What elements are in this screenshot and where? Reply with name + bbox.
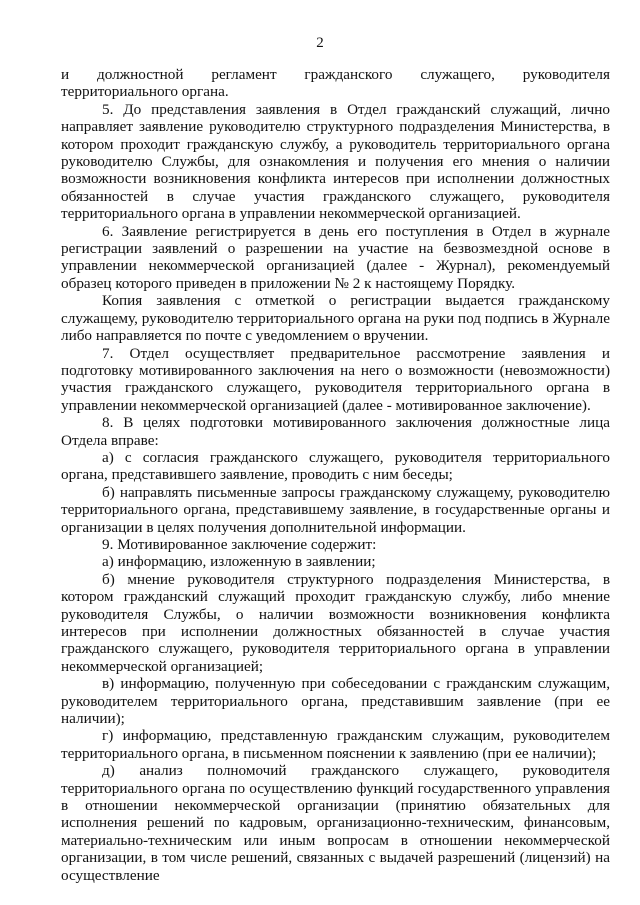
- paragraph-item-9g: г) информацию, представленную гражданским служащим, руководителем территориального органа, в письменном пояснении к заявлению (при ее наличии);: [61, 727, 610, 762]
- page-number: 2: [316, 35, 324, 51]
- paragraph-item-8: 8. В целях подготовки мотивированного заключения должностные лица Отдела вправе:: [61, 414, 610, 449]
- paragraph-item-9a: а) информацию, изложенную в заявлении;: [102, 553, 376, 571]
- paragraph-item-9: 9. Мотивированное заключение содержит:: [102, 535, 377, 553]
- paragraph-item-9b: б) мнение руководителя структурного подразделения Министерства, в котором гражданский служащий проходит гражданскую службу, либо мнение руководителя Службы, о наличии возможности возникновения конфликта интересов при исполнении должностных обязанностей в случае участия гражданского служащего, руководителя территориального органа в управлении некоммерческой организацией;: [61, 570, 610, 675]
- paragraph-item-6: 6. Заявление регистрируется в день его поступления в Отдел в журнале регистрации заявлений о разрешении на участие на безвозмездной основе в управлении некоммерческой организацией (далее - Журнал), рекомендуемый образец которого приведен в приложении № 2 к настоящему Порядку.: [61, 222, 610, 292]
- paragraph-item-8b: б) направлять письменные запросы гражданскому служащему, руководителю территориального органа, представившему заявление, в государственные органы и организации в целях получения дополнительной информации.: [61, 483, 610, 536]
- paragraph-item-8a: а) с согласия гражданского служащего, руководителя территориального органа, представившего заявление, проводить с ним беседы;: [61, 448, 610, 484]
- document-body: [61, 66, 610, 884]
- paragraph-copy-issuance: Копия заявления с отметкой о регистрации выдается гражданскому служащему, руководителю территориального органа на руки под подпись в Журнале либо направляется по почте с уведомлением о вручении.: [61, 292, 610, 345]
- paragraph-item-7: 7. Отдел осуществляет предварительное рассмотрение заявления и подготовку мотивированного заключения на него о возможности (невозможности) участия гражданского служащего, руководителя территориального органа в управлении некоммерческой организацией (далее - мотивированное заключение).: [61, 344, 610, 414]
- paragraph-item-5: 5. До представления заявления в Отдел гражданский служащий, лично направляет заявление руководителю структурного подразделения Министерства, в котором проходит гражданскую службу, а руководитель территориального органа руководителю Службы, для ознакомления и получения его мнения о наличии возможности возникновения конфликта интересов при исполнении должностных обязанностей в случае участия гражданского служащего, руководителя территориального органа в управлении некоммерческой организацией.: [61, 100, 610, 223]
- paragraph-item-9d: д) анализ полномочий гражданского служащего, руководителя территориального органа по осуществлению функций государственного управления в отношении некоммерческой организации (принятию обязательных для исполнения решений по кадровым, организационно-техническим, финансовым, материально-техническим или иным вопросам в отношении некоммерческой организации, в том числе решений, связанных с выдачей разрешений (лицензий) на осуществление: [61, 762, 610, 884]
- paragraph-item-9v: в) информацию, полученную при собеседовании с гражданским служащим, руководителем территориального органа, представившим заявление (при ее наличии);: [61, 675, 610, 728]
- paragraph-continuation: и должностной регламент гражданского служащего, руководителя территориального органа.: [61, 66, 610, 101]
